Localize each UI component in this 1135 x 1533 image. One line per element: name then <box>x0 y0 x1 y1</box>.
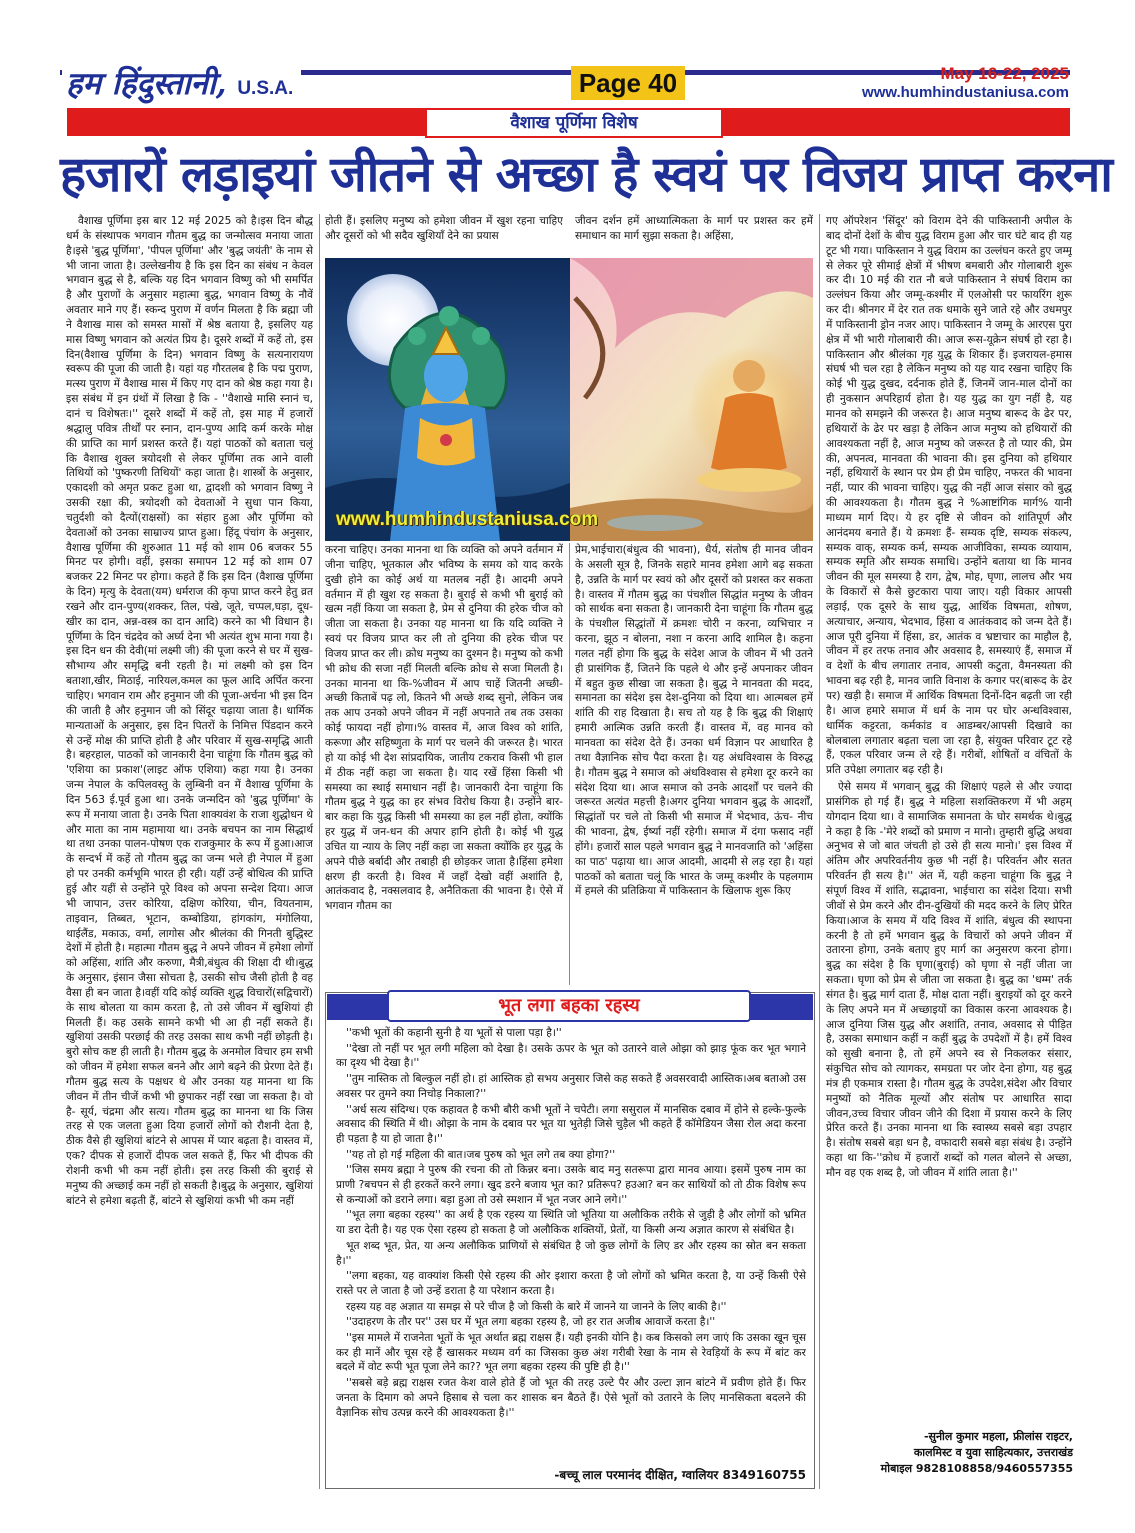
newspaper-name: हम हिंदुस्तानी, <box>66 66 227 102</box>
sidebox-paragraph: ''भूत लगा बहका रहस्य'' का अर्थ है एक रहस्य या स्थिति जो भूतिया या अलौकिक तरीके से जुड़ी है और लोगों को भ्रमित या डरा देती है। यह एक ऐसा रहस्य हो सकता है जो अलौकिक शक्तियों, प्रेतों, या किसी अन्य अज्ञात कारण से संबंधित है। <box>336 1209 806 1237</box>
sidebox-paragraph: ''लगा बहका, यह वाक्यांश किसी ऐसे रहस्य की ओर इशारा करता है जो लोगों को भ्रमित करता है, या उन्हें किसी ऐसे रास्ते पर ले जाता है जो उन्हें डराता है या परेशान करता है। <box>336 1270 806 1297</box>
article-paragraph: करना चाहिए। उनका मानना था कि व्यक्ति को अपने वर्तमान में जीना चाहिए, भूतकाल और भविष्य के समय को याद करके दुखी होने का कोई अर्थ या मतलब नहीं है। आदमी अपने वर्तमान में ही खुश रह सकता है। बुराई से कभी भी बुराई को खत्म नहीं किया जा सकता है, प्रेम से दुनिया की हरेक चीज को जीता जा सकता है। उनका यह मानना था कि यदि व्यक्ति ने स्वयं पर विजय प्राप्त कर ली तो दुनिया की हरेक चीज पर विजय प्राप्त कर ली। क्रोध मनुष्य का दुश्मन है। मनुष्य को कभी भी क्रोध की सजा नहीं मिलती बल्कि क्रोध से सजा मिलती है। उनका मानना था कि-%जीवन में आप चाहें जितनी अच्छी-अच्छी किताबें पढ़ लो, कितने भी अच्छे शब्द सुनो, लेकिन जब तक आप उनको अपने जीवन में नहीं अपनाते तब तक उसका कोई फायदा नहीं होगा।% वास्तव में, आज विश्व को शांति, करूणा और सहिष्णुता के मार्ग पर चलने की जरूरत है। भारत हो या कोई भी देश सांप्रदायिक, जातीय टकराव किसी भी हाल में ठीक नहीं कहा जा सकता है। याद रखें हिंसा किसी भी समस्या का स्थाई समाधान नहीं है। जानकारी देना चाहूंगा कि गौतम बुद्ध ने युद्ध का हर संभव विरोध किया है। उन्होंने बार-बार कहा कि युद्ध किसी भी समस्या का हल नहीं होता, क्योंकि हर युद्ध में जन-धन की अपार हानि होती है। कोई भी युद्ध उचित या न्याय के लिए नहीं कहा जा सकता क्योंकि हर युद्ध के अपने पीछे बर्बादी और तबाही ही छोड़कर जाता है।हिंसा हमेशा क्षरण ही करती है। विश्व में जहाँ देखो वहीं अशांति है, आतंकवाद है, नक्सलवाद है, अनैतिकता की भावना है। ऐसे में भगवान गौतम का <box>325 544 563 913</box>
newspaper-suffix: U.S.A. <box>237 78 294 99</box>
article-paragraph: प्रेम,भाईचारा(बंधुत्व की भावना), धैर्य, संतोष ही मानव जीवन के असली सूत्र है, जिनके सहारे मानव हमेशा आगे बढ़ सकता है, उन्नति के मार्ग पर स्वयं को और दूसरों को प्रशस्त कर सकता है। वास्तव में गौतम बुद्ध का पंचशील सिद्धांत मनुष्य के जीवन को सार्थक बना सकता है। जानकारी देना चाहूंगा कि गौतम बुद्ध के पंचशील सिद्धांतों में क्रमशः चोरी न करना, व्यभिचार न करना, झूठ न बोलना, नशा न करना आदि शामिल है। कहना गलत नहीं होगा कि बुद्ध के संदेश आज के जीवन में भी उतने ही प्रासंगिक हैं, जितने कि पहले थे और इन्हें अपनाकर जीवन में बहुत कुछ सीखा जा सकता है। बुद्ध ने मानवता की मदद, समानता का संदेश इस देश-दुनिया को दिया था। आत्मबल हमें शांति की राह दिखाता है। सच तो यह है कि बुद्ध की शिक्षाएं हमारी आत्मिक उन्नति करती हैं। वास्तव में, वह मानव को मानवता का संदेश देते हैं। उनका धर्म विज्ञान पर आधारित है तथा वैज्ञानिक सोच पैदा करता है। यह अंधविश्वास के विरुद्ध है। गौतम बुद्ध ने समाज को अंधविश्वास से हमेशा दूर करने का संदेश दिया था। आज समाज को उनके आदर्शों पर चलने की जरूरत अत्यंत महत्ती है।अगर दुनिया भगवान बुद्ध के आदर्शों, सिद्धांतों पर चले तो किसी भी समाज में भेदभाव, ऊंच- नीच की भावना, द्वेष, ईर्ष्या नहीं रहेगी। समाज में दंगा फसाद नहीं होंगे। हजारों साल पहले भगवान बुद्ध ने मानवजाति को 'अहिंसा का पाठ' पढ़ाया था। आज आदमी, आदमी से लड़ रहा है। यहां पाठकों को बताता चलूं कि भारत के जम्मू कश्मीर के पहलगाम में हमले की प्रतिक्रिया में पाकिस्तान के खिलाफ शुरू किए <box>575 544 813 898</box>
article-paragraph: होती हैं। इसलिए मनुष्य को हमेशा जीवन में खुश रहना चाहिए और दूसरों को भी सदैव खुशियाँ देने का प्रयास <box>325 215 563 242</box>
article-column-4 <box>826 214 1072 1426</box>
author-role: कालमिस्ट व युवा साहित्यकार, उत्तराखंड <box>913 1446 1073 1459</box>
newspaper-title <box>62 66 301 107</box>
article-column-1 <box>66 214 313 1489</box>
sidebox-paragraph: ''इस मामले में राजनेता भूतों के भूत अर्थात ब्रह्म राक्षस हैं। यही इनकी योनि है। कब किसको लग जाएं कि उसका खून चूस कर ही मानें और चूस रहे हैं खासकर मध्यम वर्ग का जिसका कुछ अंश गरीबी रेखा के नाम से रेवड़ियों के रूप में बांट कर बदले में वोट रूपी भूत पूजा लेने का?? भूत लगा बहका रहस्य की पुष्टि ही है।'' <box>336 1332 806 1374</box>
article-paragraph: गए ऑपरेशन 'सिंदूर' को विराम देने की पाकिस्तानी अपील के बाद दोनों देशों के बीच युद्ध विराम हुआ और चार घंटे बाद ही यह टूट भी गया। पाकिस्तान ने युद्ध विराम का उल्लंघन करते हुए जम्मू से लेकर पूरे सीमाई क्षेत्रों में भीषण बमबारी और गोलाबारी शुरू कर दी। 10 मई की रात नौ बजे पाकिस्तान ने संघर्ष विराम का उल्लंघन किया और जम्मू-कश्मीर में एलओसी पर फायरिंग शुरू कर दी। श्रीनगर में देर रात तक धमाके सुने जाते रहे और उधमपुर में पाकिस्तानी ड्रोन नजर आए। पाकिस्तान ने जम्मू के आरएस पुरा क्षेत्र में भी भारी गोलाबारी की। आज रूस-यूक्रेन संघर्ष हो रहा है। पाकिस्तान और श्रीलंका गृह युद्ध के शिकार हैं। इजरायल-हमास संघर्ष भी चल रहा है लेकिन मनुष्य को यह याद रखना चाहिए कि कोई भी युद्ध दुखद, दर्दनाक होते हैं, जिनमें जान-माल दोनों का ही नुकसान अपरिहार्य होता है। यह युद्ध का युग नहीं है, यह मानव को समझने की जरूरत है। आज मनुष्य बारूद के ढेर पर, हथियारों के ढेर पर खड़ा है लेकिन आज मनुष्य को हथियारों की आवश्यकता नहीं है, आज मनुष्य को जरूरत है तो प्यार की, प्रेम की, अपनत्व, मानवता की भावना की। इस दुनिया को हथियार नहीं, हथियारों के स्थान पर प्रेम ही प्रेम चाहिए, नफरत की भावना नहीं, प्यार की भावना चाहिए। युद्ध की नहीं आज संसार को बुद्ध की आवश्यकता है। गौतम बुद्ध ने %आष्टांगिक मार्ग% यानी माध्यम मार्ग दिए। ये हर दृष्टि से जीवन को शांतिपूर्ण और आनंदमय बनाते हैं। ये क्रमशः हैं- सम्यक दृष्टि, सम्यक संकल्प, सम्यक वाक्, सम्यक कर्म, सम्यक आजीविका, सम्यक व्यायाम, सम्यक स्मृति और सम्यक समाधि। उन्होंने बताया था कि मानव जीवन की मूल समस्या है राग, द्वेष, मोह, घृणा, लालच और भय के विकारों से कैसे छुटकारा पाया जाए। यही विकार आपसी लड़ाई, एक दूसरे के साथ युद्ध, आर्थिक विषमता, शोषण, अत्याचार, अन्याय, भेदभाव, हिंसा व आतंकवाद को जन्म देते हैं। आज पूरी दुनिया में हिंसा, डर, आतंक व भ्रष्टाचार का माहौल है, जीवन में हर तरफ तनाव और अवसाद है, समस्याएं हैं, समाज में व देशों के बीच लगातार तनाव, आपसी कटुता, वैमनस्यता की भावना बढ़ रही है, मानव जाति विनाश के कगार पर(बारूद के ढेर पर) खड़ी है। समाज में आर्थिक विषमता दिनों-दिन बढ़ती जा रही है। आज हमारे समाज में धर्म के नाम पर घोर अन्धविश्वास, धार्मिक कट्टरता, कर्मकांड व आडम्बर/आपसी दिखावे का बोलबाला लगातार बढ़ता चला जा रहा है, संयुक्त परिवार टूट रहे हैं, एकल परिवार जन्म ले रहे हैं। गरीबों, शोषितों व वंचितों के प्रति उपेक्षा लगातार बढ़ रही है। <box>826 215 1072 777</box>
sidebox-paragraph: ''जिस समय ब्रह्मा ने पुरुष की रचना की तो किन्नर बना। उसके बाद मनु सतरूपा द्वारा मानव आया। इसमें पुरुष नाम का प्राणी ?बचपन से ही हरकतें करने लगा। खुद डरने बजाय भूत का? प्रतिरूप? हउआ? बन कर साथियों को तो ठीक विशेष रूप से कन्याओं को डराने लगा। बड़ा हुआ तो उसे स्मशान में भूत नजर आने लगे।'' <box>336 1164 806 1206</box>
sidebox-paragraph: ''तुम नास्तिक तो बिल्कुल नहीं हो। हां आस्तिक हो सभय अनुसार जिसे कह सकते हैं अवसरवादी आस्तिक।अब बताओ उस अवसर पर तुमने क्या निचोड़ निकाला?'' <box>336 1073 806 1100</box>
sidebox-paragraph: ''अर्ध सत्य संदिग्ध। एक कहावत है कभी बौरी कभी भूतों ने चपेटी। लगा ससुराल में मानसिक दबाव में होने से हल्के-फुल्के अवसाद की स्थिति में थी। ओझा के नाम के दबाव पर भूत या भुतेड़ी जिसे चुड़ैल भी कहते हैं कॉमेडियन जैसा रोल अदा करना ही पड़ता है या हो जाता है।'' <box>336 1103 806 1145</box>
sidebox-paragraph: ''देखा तो नहीं पर भूत लगी महिला को देखा है। उसके ऊपर के भूत को उतारने वाले ओझा को झाड़ फूंक कर भूत भगाने का दृश्य भी देखा है।'' <box>336 1042 806 1070</box>
article-paragraph: जीवन दर्शन हमें आध्यात्मिकता के मार्ग पर प्रशस्त कर हमें समाधान का मार्ग सुझा सकता है। अहिंसा, <box>575 215 813 242</box>
column-divider <box>819 214 820 1489</box>
article-column-3 <box>575 543 813 985</box>
sidebox-paragraph: ''यह तो हो गई महिला की बात।जब पुरुष को भूत लगे तब क्या होगा?'' <box>346 1148 616 1161</box>
article-column-2 <box>325 543 563 985</box>
author-name: -सुनील कुमार महला, फ्रीलांस राइटर, <box>923 1430 1073 1443</box>
sidebox-paragraph: ''कभी भूतों की कहानी सुनी है या भूतों से पाला पड़ा है।'' <box>346 1027 562 1039</box>
headline: हजारों लड़ाइयां जीतने से अच्छा है स्वयं पर विजय प्राप्त करना <box>60 146 1112 203</box>
section-banner-label: वैशाख पूर्णिमा विशेष <box>425 108 723 138</box>
column-divider <box>569 543 570 985</box>
article-paragraph: ऐसे समय में भगवान् बुद्ध की शिक्षाएं पहले से और ज्यादा प्रासंगिक हो गई हैं। बुद्ध ने महिला सशक्तिकरण में भी अहम् योगदान दिया था। वे सामाजिक समानता के घोर समर्थक थे।बुद्ध ने कहा है कि -'मेरे शब्दों को प्रमाण न मानो। तुम्हारी बुद्धि अथवा अनुभव से जो बात जंचती हो उसे ही सत्य मानो।' इस विश्व में अंतिम और अपरिवर्तनीय कुछ भी नहीं है। परिवर्तन और सतत परिवर्तन ही सत्य है।'' अंत में, यही कहना चाहूंगा कि बुद्ध ने संपूर्ण विश्व में शांति, सद्भावना, भाईचारा का संदेश दिया। सभी जीवों से प्रेम करने और दीन-दुखियों की मदद करने के लिए प्रेरित किया।आज के समय में यदि विश्व में शांति, बंधुत्व की स्थापना करनी है तो हमें भगवान बुद्ध के विचारों को अपने जीवन में उतारना होगा, उनके बताए हुए मार्ग का अनुसरण करना होगा। बुद्ध का संदेश है कि घृणा(बुराई) को घृणा से नहीं जीता जा सकता। घृणा को प्रेम से जीता जा सकता है। बुद्ध का 'धम्म' तर्क संगत है। बुद्ध मार्ग दाता हैं, मोक्ष दाता नहीं। बुराइयों को दूर करने के लिए अपने मन में अच्छाइयों का विकास करना आवश्यक है।आज दुनिया जिस युद्ध और अशांति, तनाव, अवसाद से पीड़ित है, उसका समाधान कहीं न कहीं बुद्ध के उपदेशों में है। हमें विश्व को सुखी बनाना है, तो हमें अपने स्व से निकलकर संसार, संकुचित सोच को त्यागकर, समग्रता पर जोर देना होगा, यह बुद्ध मंत्र ही एकमात्र रास्ता है। गौतम बुद्ध के उपदेश,संदेश और विचार मनुष्यों को नैतिक मूल्यों और संतोष पर आधारित सादा जीवन,उच्च विचार जीवन जीने की दिशा में प्रयास करने के लिए प्रेरित करते हैं। उनका मानना था कि स्वास्थ्य सबसे बड़ा उपहार है। संतोष सबसे बड़ा धन है, वफादारी सबसे बड़ा संबंध है। उन्होंने कहा था कि-''क्रोध में हजारों शब्दों को गलत बोलने से अच्छा, मौन वह एक शब्द है, जो जीवन में शांति लाता है।'' <box>826 781 1072 1179</box>
sidebox-title: भूत लगा बहका रहस्य <box>387 990 751 1022</box>
vishnu-buddha-illustration <box>325 258 813 541</box>
sidebox-paragraph: रहस्य यह वह अज्ञात या समझ से परे चीज है जो किसी के बारे में जानने या जानने के लिए बाकी है।'' <box>346 1300 727 1313</box>
issue-date: May 16-22, 2025 <box>940 64 1069 83</box>
article-paragraph: वैशाख पूर्णिमा इस बार 12 मई 2025 को है।इस दिन बौद्ध धर्म के संस्थापक भगवान गौतम बुद्ध का जन्मोत्सव मनाया जाता है।इसे 'बुद्ध पूर्णिमा', 'पीपल पूर्णिमा' और 'बुद्ध जयंती' के नाम से भी जाना जाता है। उल्लेखनीय है कि इस दिन का संबंध न केवल भगवान बुद्ध से है, बल्कि यह दिन भगवान विष्णु को भी समर्पित है और पुराणों के अनुसार महात्मा बुद्ध, भगवान विष्णु के नौवें अवतार माने गए हैं। स्कन्द पुराण में वर्णन मिलता है कि ब्रह्मा जी ने वैशाख मास को समस्त मासों में श्रेष्ठ बताया है, इसलिए यह मास विष्णु भगवान को अत्यंत प्रिय है। दूसरे शब्दों में कहें तो, इस दिन(वैशाख पूर्णिमा के दिन) भगवान विष्णु के सत्यनारायण स्वरूप की पूजा की जाती है। यहां यह गौरतलब है कि पद्म पुराण, मत्स्य पुराण में वैशाख मास में किए गए दान को श्रेष्ठ कहा गया है। इस संबंध में इन ग्रंथों में लिखा है कि - ''वैशाखे मासि स्नानं च, दानं च विशेषतः।'' दूसरे शब्दों में कहें तो, इस माह में हजारों श्रद्धालु पवित्र तीर्थों पर स्नान, दान-पुण्य आदि कर्म करके मोक्ष की प्राप्ति का मार्ग प्रशस्त करते हैं। यहां पाठकों को बताता चलूं कि वैशाख शुक्ल त्रयोदशी से लेकर पूर्णिमा तक आने वाली तिथियों को 'पुष्करणी तिथियों' कहा जाता है। शास्त्रों के अनुसार, एकादशी को अमृत प्रकट हुआ था, द्वादशी को भगवान विष्णु ने उसकी रक्षा की, त्रयोदशी को देवताओं ने सुधा पान किया, चतुर्दशी को दैत्यों(राक्षसों) का संहार हुआ और पूर्णिमा को देवताओं को उनका साम्राज्य प्राप्त हुआ। हिंदू पंचांग के अनुसार, वैशाख पूर्णिमा की शुरुआत 11 मई को शाम 06 बजकर 55 मिनट पर होगी। वहीं, इसका समापन 12 मई को शाम 07 बजकर 22 मिनट पर होगा। कहते हैं कि इस दिन (वैशाख पूर्णिमा के दिन) मृत्यु के देवता(यम) धर्मराज की कृपा प्राप्त करने हेतु व्रत रखने और दान-पुण्य(शक्कर, तिल, पंखे, जूते, चप्पल,घड़ा, दूध-खीर का दान, अन्न-वस्त्र का दान आदि) करने का भी विधान है।पूर्णिमा के दिन चंद्रदेव को अर्घ्य देना भी अत्यंत शुभ माना गया है।इस दिन धन की देवी(मां लक्ष्मी जी) की पूजा करने से घर में सुख-सौभाग्य और समृद्धि बनी रहती है। मां लक्ष्मी को इस दिन बताशा,खीर, मिठाई, नारियल,कमल का फूल आदि अर्पित करना चाहिए। भगवान राम और हनुमान जी की पूजा-अर्चना भी इस दिन की जाती है और हनुमान जी को सिंदूर चढ़ाया जाता है। धार्मिक मान्यताओं के अनुसार, इस दिन पितरों के निमित्त पिंडदान करने से उन्हें मोक्ष की प्राप्ति होती है और परिवार में सुख-समृद्धि आती है। बहरहाल, पाठकों को जानकारी देना चाहूंगा कि गौतम बुद्ध को 'एशिया का प्रकाश'(लाइट ऑफ एशिया) कहा गया है। उनका जन्म नेपाल के कपिलवस्तु के लुम्बिनी वन में वैशाख पूर्णिमा के दिन 563 ई.पूर्व हुआ था। उनके जन्मदिन को 'बुद्ध पूर्णिमा' के रूप में मनाया जाता है। उनके पिता शाक्यवंश के राजा शुद्धोधन थे और माता का नाम महामाया था। उनके बचपन का नाम सिद्धार्थ था तथा उनका पालन-पोषण एक राजकुमार के रूप में हुआ।आज के सन्दर्भ में कहें तो गौतम बुद्ध का जन्म भले ही नेपाल में हुआ हो पर उनकी कर्मभूमि भारत ही रही। यहीं उन्हें बोधित्व की प्राप्ति हुई और यहीं से उन्होंने पूरे विश्व को अपना सन्देश दिया। आज भी जापान, उत्तर कोरिया, दक्षिण कोरिया, चीन, वियतनाम, ताइवान, तिब्बत, भूटान, कम्बोडिया, हांगकांग, मंगोलिया, थाईलैंड, मकाऊ, वर्मा, लागोस और श्रीलंका की गिनती बुद्धिस्ट देशों में होती है। महात्मा गौतम बुद्ध ने अपने जीवन में हमेशा लोगों को अहिंसा, शांति और करुणा, मैत्री,बंधुत्व की शिक्षा दी थी।बुद्ध के अनुसार, इंसान जैसा सोचता है, उसकी सोच जैसी होती है वह वैसा ही बन जाता है।वहीं यदि कोई व्यक्ति शुद्ध विचारों(सद्विचारों) के साथ बोलता या काम करता है, तो उसे जीवन में खुशियां ही मिलती हैं। कह उसके सामने कभी भी आ ही नहीं सकते हैं। खुशियां उसकी परछाई की तरह उसका साथ कभी नहीं छोड़ती है। बुरो सोच कष्ट ही लाती है। गौतम बुद्ध के अनमोल विचार हम सभी को जीवन में हमेशा सफल बनने और आगे बढ़ने की प्रेरणा देते हैं।गौतम बुद्ध सत्य के पक्षधर थे और उनका यह मानना था कि जीवन में तीन चीजें कभी भी छुपाकर नहीं रखा जा सकता है। वो है- सूर्य, चंद्रमा और सत्य। गौतम बुद्ध का मानना था कि जिस तरह से एक जलता हुआ दिया हजारों लोगों को रौशनी देता है, ठीक वैसे ही खुशियां बांटने से आपस में प्यार बढ़ता है। वास्तव में, एक? दीपक से हजारों दीपक जल सकते हैं, फिर भी दीपक की रोशनी कभी भी कम नहीं होती। इस तरह किसी की बुराई से मनुष्य की अच्छाई कम नहीं हो सकती है।बुद्ध के अनुसार, खुशियां बांटने से हमेशा बढ़ती हैं, बांटने से खुशियां कभी भी कम नहीं <box>66 215 313 1207</box>
column-divider <box>319 214 320 1489</box>
article-column-3-top <box>575 214 813 258</box>
sidebox-paragraph: ''सबसे बड़े ब्रह्म राक्षस रजत केश वाले होते हैं जो भूत की तरह उल्टे पैर और उल्टा ज्ञान बांटने में प्रवीण होते हैं। फिर जनता के दिमाग को अपने हिसाब से चला कर शासक बन बैठते हैं। ऐसे भूतों को उतारने के लिए मानसिकता बदलने की वैज्ञानिक सोच उत्पन्न करने की आवश्यकता है।'' <box>336 1377 806 1419</box>
sidebox-body <box>336 1026 806 1421</box>
article-author <box>823 1429 1073 1477</box>
article-photo <box>325 258 813 541</box>
page-number: Page 40 <box>571 66 685 100</box>
sidebox-signature: -बच्चू लाल परमानंद दीक्षित, ग्वालियर 8349160755 <box>554 1468 806 1482</box>
sidebox-paragraph: ''उदाहरण के तौर पर'' उस घर में भूत लगा बहका रहस्य है, जो हर रात अजीब आवाजें करता है।'' <box>346 1316 716 1329</box>
article-column-2-top <box>325 214 563 258</box>
author-phone: मोबाइल 9828108858/9460557355 <box>880 1462 1073 1475</box>
photo-watermark-url: www.humhindustaniusa.com <box>336 509 599 530</box>
masthead <box>0 0 1135 108</box>
website-link[interactable]: www.humhindustaniusa.com <box>862 84 1069 101</box>
sidebox-paragraph: भूत शब्द भूत, प्रेत, या अन्य अलौकिक प्राणियों से संबंधित है जो कुछ लोगों के लिए डर और रहस्य का स्रोत बन सकता है।'' <box>336 1239 806 1267</box>
